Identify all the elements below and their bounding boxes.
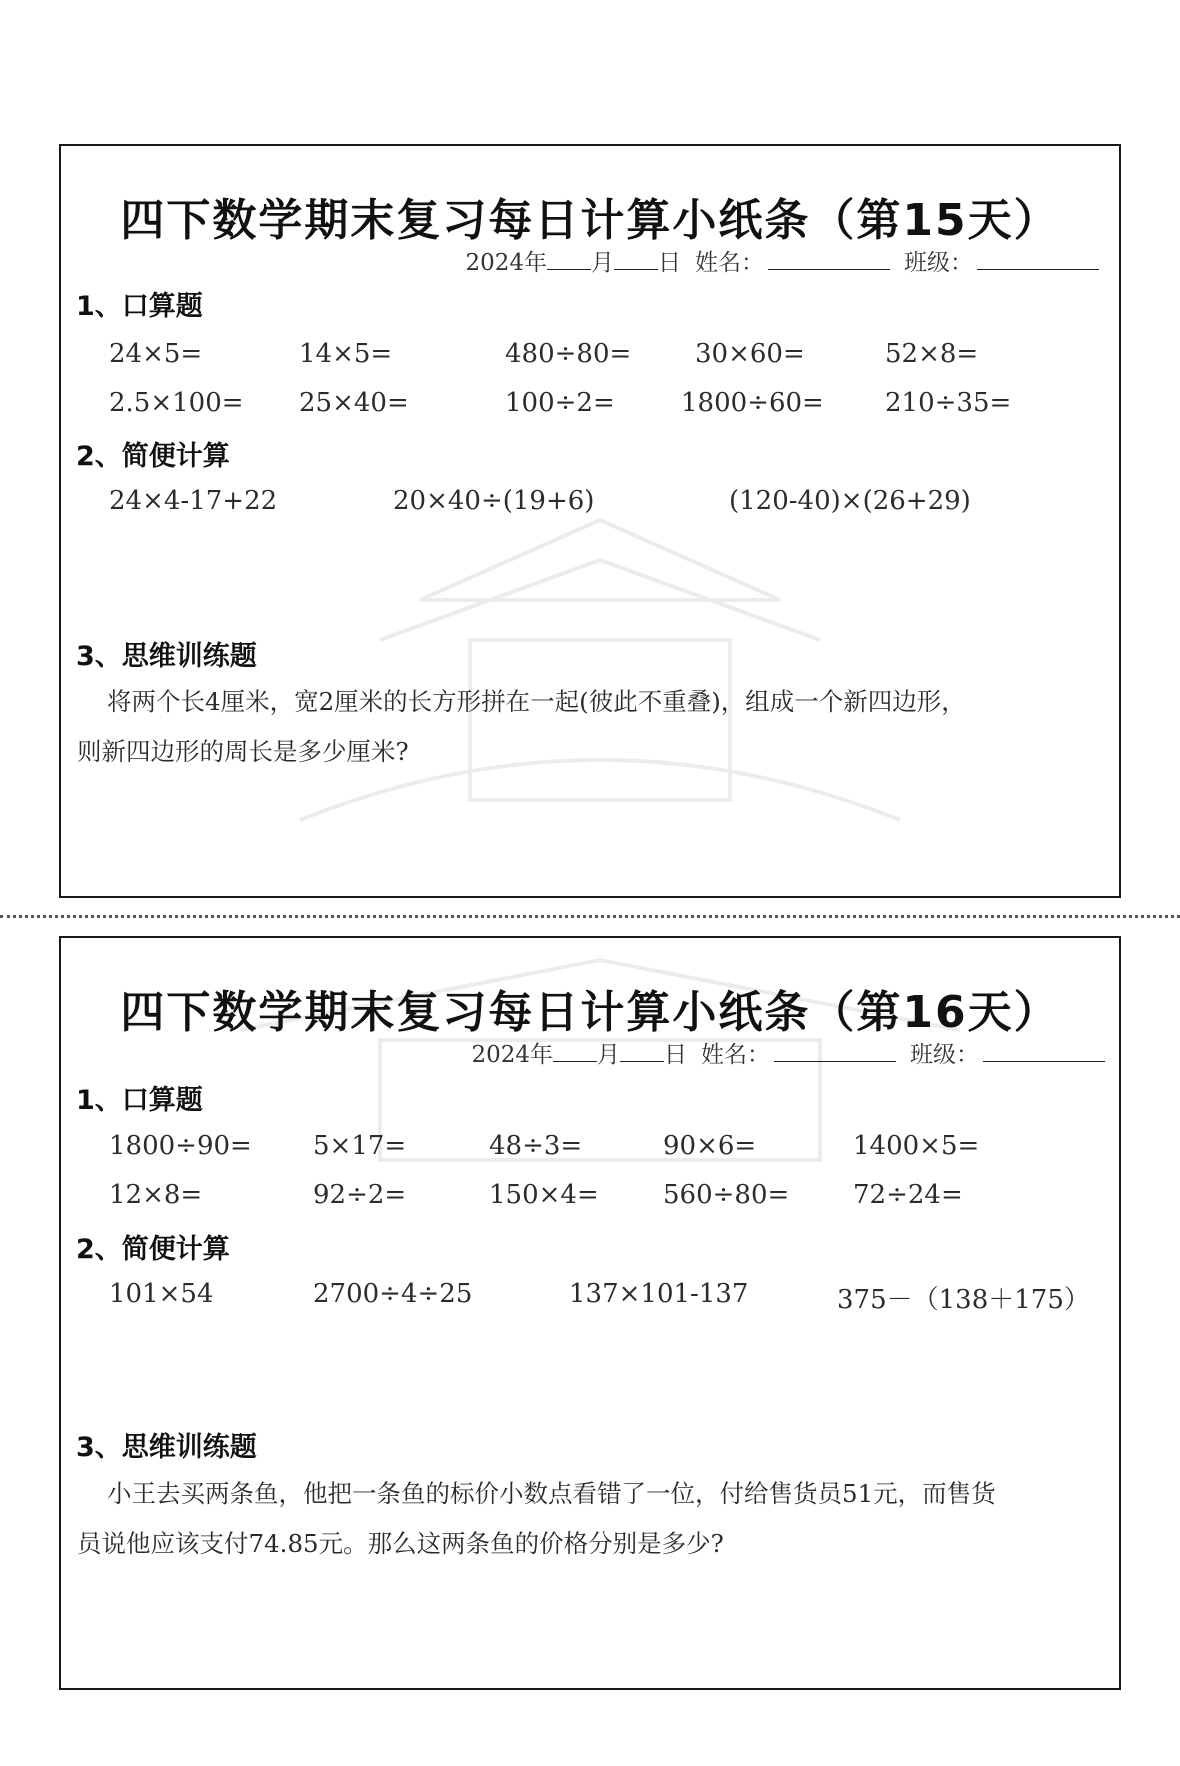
oral-problem: 480÷80= <box>505 339 632 369</box>
month-label: 月 <box>597 1042 620 1068</box>
oral-problem: 12×8= <box>109 1180 203 1210</box>
oral-problem: 24×5= <box>109 339 203 369</box>
oral-problem: 25×40= <box>299 388 409 418</box>
oral-problem: 1800÷90= <box>109 1131 252 1161</box>
oral-problem: 560÷80= <box>663 1180 790 1210</box>
section-simplify-heading: 2、简便计算 <box>76 441 230 472</box>
year-label: 2024年 <box>471 1042 553 1068</box>
day-label: 日 <box>664 1042 687 1068</box>
name-label: 姓名： <box>695 250 764 276</box>
day-label: 日 <box>658 250 681 276</box>
section-oral-heading: 1、口算题 <box>76 1085 203 1116</box>
section-simplify-heading: 2、简便计算 <box>76 1234 230 1265</box>
month-label: 月 <box>591 250 614 276</box>
worksheet-title: 四下数学期末复习每日计算小纸条（第16天） <box>120 987 1060 1038</box>
name-blank[interactable] <box>768 251 890 270</box>
year-label: 2024年 <box>465 250 547 276</box>
simplify-problem: 137×101-137 <box>569 1279 749 1309</box>
oral-problem: 1400×5= <box>853 1131 980 1161</box>
thinking-line: 小王去买两条鱼，他把一条鱼的标价小数点看错了一位，付给售货员51元，而售货 <box>107 1479 996 1508</box>
thinking-problem <box>77 1469 1105 1569</box>
month-blank[interactable] <box>553 1043 597 1062</box>
worksheet-title: 四下数学期末复习每日计算小纸条（第15天） <box>120 195 1060 246</box>
section-thinking-heading: 3、思维训练题 <box>76 1432 257 1463</box>
month-blank[interactable] <box>547 251 591 270</box>
simplify-problem: 2700÷4÷25 <box>313 1279 473 1309</box>
simplify-problem: 375－（138＋175） <box>837 1285 1090 1315</box>
simplify-problem: 20×40÷(19+6) <box>393 486 595 516</box>
simplify-problem: 24×4-17+22 <box>109 486 278 516</box>
section-oral-heading: 1、口算题 <box>76 291 203 322</box>
class-label: 班级： <box>910 1042 979 1068</box>
date-name-class-line <box>465 244 1099 277</box>
day-blank[interactable] <box>620 1043 664 1062</box>
oral-problem: 48÷3= <box>489 1131 583 1161</box>
oral-problem: 30×60= <box>695 339 805 369</box>
worksheet-day-16 <box>59 936 1121 1690</box>
worksheet-day-15 <box>59 144 1121 898</box>
oral-problem: 5×17= <box>313 1131 407 1161</box>
class-blank[interactable] <box>983 1043 1105 1062</box>
oral-problem: 72÷24= <box>853 1180 963 1210</box>
oral-problem: 150×4= <box>489 1180 599 1210</box>
oral-problem: 92÷2= <box>313 1180 407 1210</box>
name-blank[interactable] <box>774 1043 896 1062</box>
oral-problem: 90×6= <box>663 1131 757 1161</box>
oral-problem: 210÷35= <box>885 388 1012 418</box>
thinking-line: 将两个长4厘米，宽2厘米的长方形拼在一起(彼此不重叠)，组成一个新四边形， <box>107 687 966 716</box>
thinking-line: 员说他应该支付74.85元。那么这两条鱼的价格分别是多少? <box>77 1529 724 1558</box>
oral-problem: 100÷2= <box>505 388 615 418</box>
section-thinking-heading: 3、思维训练题 <box>76 641 257 672</box>
simplify-problem: 101×54 <box>109 1279 214 1309</box>
oral-problem: 14×5= <box>299 339 393 369</box>
date-name-class-line <box>471 1036 1105 1069</box>
name-label: 姓名： <box>701 1042 770 1068</box>
oral-problem: 52×8= <box>885 339 979 369</box>
class-label: 班级： <box>904 250 973 276</box>
class-blank[interactable] <box>977 251 1099 270</box>
thinking-problem <box>77 677 1105 777</box>
thinking-line: 则新四边形的周长是多少厘米? <box>77 737 409 766</box>
simplify-problem: (120-40)×(26+29) <box>729 486 971 516</box>
day-blank[interactable] <box>614 251 658 270</box>
oral-problem: 1800÷60= <box>681 388 824 418</box>
cut-line <box>0 915 1180 918</box>
oral-problem: 2.5×100= <box>109 388 244 418</box>
